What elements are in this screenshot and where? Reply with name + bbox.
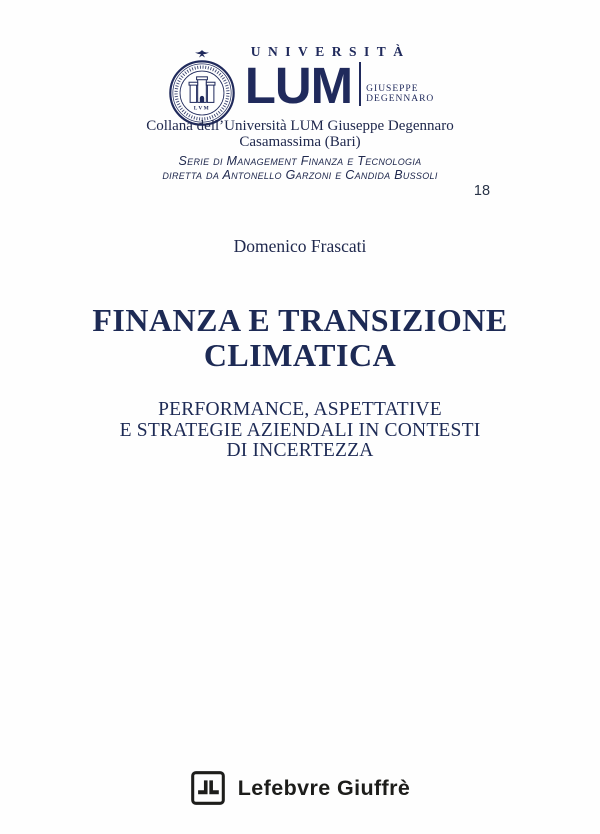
book-subtitle-line2: E STRATEGIE AZIENDALI IN CONTESTI	[119, 419, 481, 441]
volume-number: 18	[473, 183, 491, 199]
founder-name-line2: DEGENNARO	[366, 94, 435, 105]
founder-name-line1: GIUSEPPE	[366, 83, 419, 94]
book-title-line1: FINANZA E TRANSIZIONE	[92, 302, 508, 338]
seal-text: LVM	[193, 105, 210, 112]
collection-title-line2: Casamassima (Bari)	[239, 134, 361, 151]
lum-acronym: LUM	[244, 57, 353, 115]
book-subtitle-line1: PERFORMANCE, ASPETTATIVE	[158, 399, 442, 420]
book-title-line2: CLIMATICA	[203, 337, 397, 374]
eagle-icon	[195, 50, 209, 58]
book-subtitle	[0, 400, 600, 462]
collection-title-line1: Collana dell’Università LUM Giuseppe Degennaro	[146, 118, 454, 134]
collection-title	[0, 118, 600, 150]
lefebvre-logo-icon	[190, 770, 226, 806]
lum-wordmark	[244, 44, 435, 115]
publisher-name: Lefebvre Giuffrè	[237, 775, 411, 800]
universita-label: UNIVERSITÀ	[250, 44, 411, 59]
castle-icon	[189, 77, 215, 103]
series-directors: diretta da Antonello Garzoni e Candida Bussoli	[162, 168, 438, 183]
lum-crest-seal-icon	[166, 49, 238, 127]
founder-name	[366, 84, 434, 106]
author-name: Domenico Frascati	[233, 236, 367, 256]
series-info	[0, 154, 600, 183]
publisher-logo	[0, 770, 600, 806]
book-title	[0, 303, 600, 373]
series-name: Serie di Management Finanza e Tecnologia	[178, 154, 422, 168]
book-subtitle-line3: DI INCERTEZZA	[226, 440, 374, 462]
lum-university-logo	[0, 44, 600, 127]
logo-divider	[359, 62, 361, 106]
